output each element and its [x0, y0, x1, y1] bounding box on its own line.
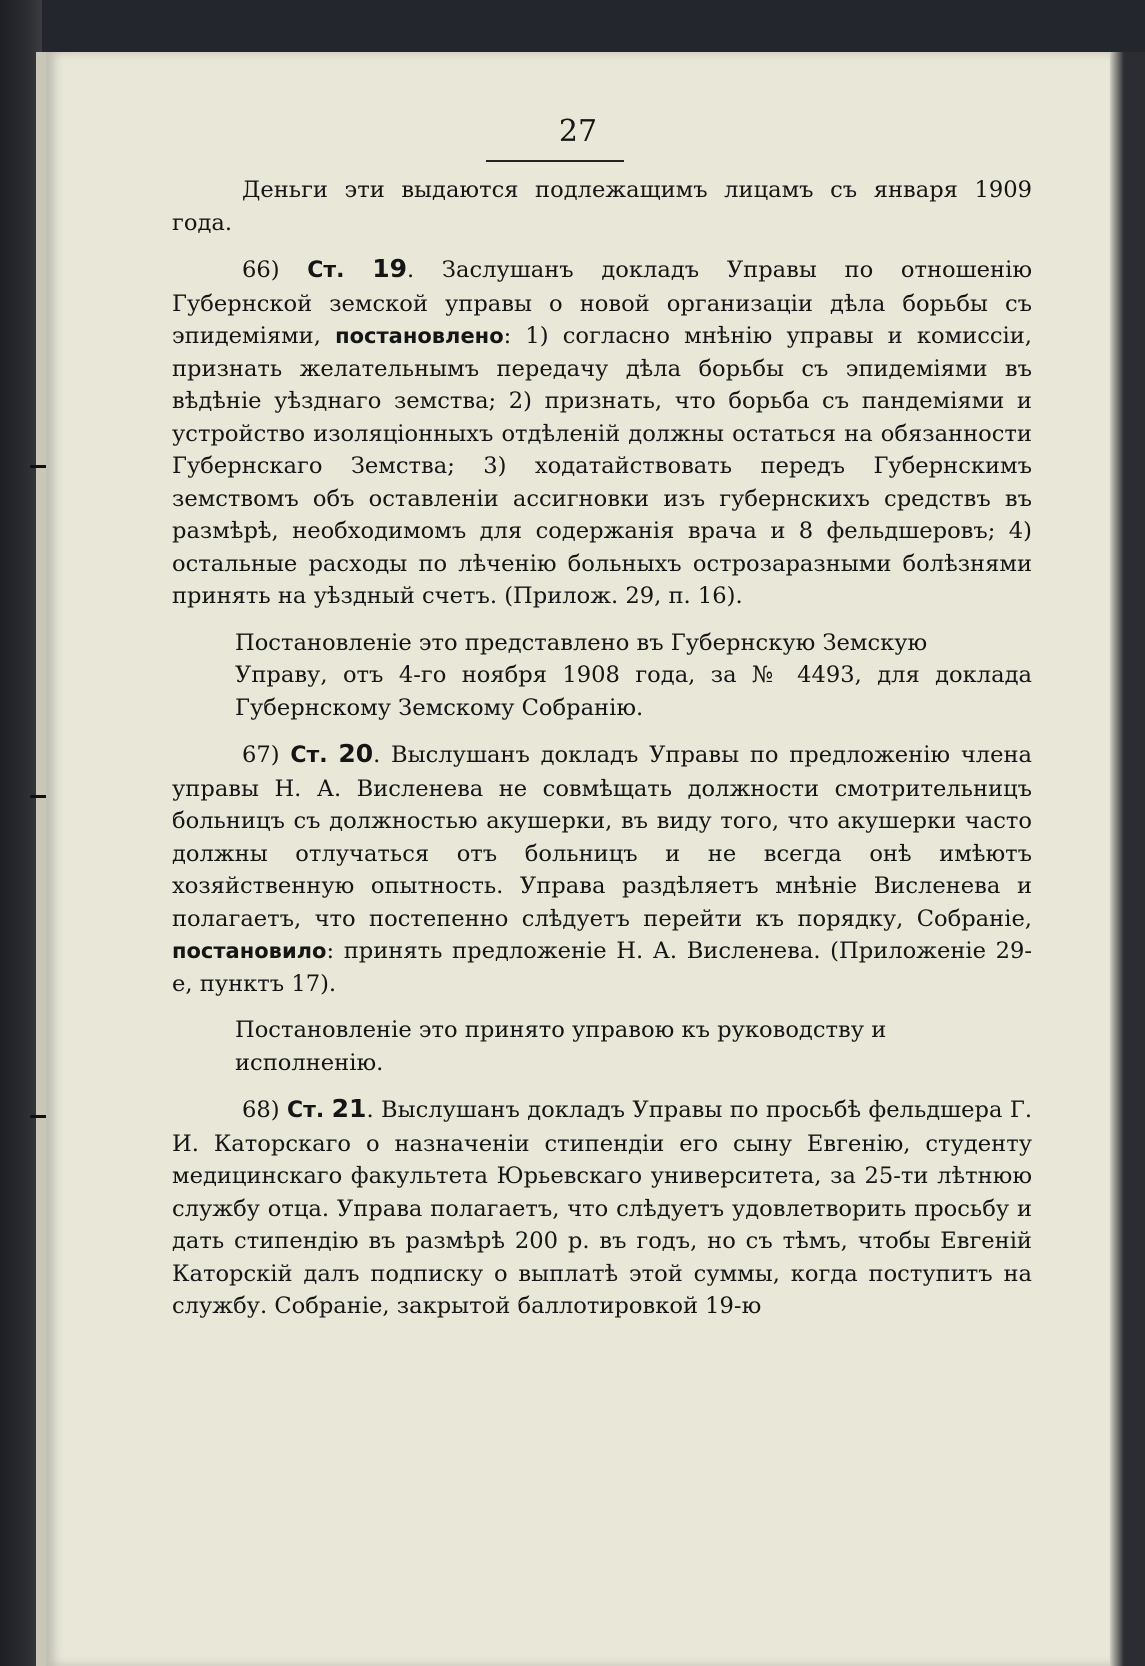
note-first-line: Постановленіе это принято управою къ руководству и — [235, 1017, 887, 1043]
page-body — [172, 174, 1032, 1323]
article-label: Ст. — [290, 743, 328, 768]
item-text-continued: : принять предложеніе Н. А. Висленева. (Приложеніе 29-е, пунктъ 17). — [172, 938, 1032, 997]
paragraph-item-67 — [172, 738, 1032, 1000]
page-number: 27 — [558, 114, 598, 149]
header-rule — [486, 160, 624, 162]
paragraph-payment: Деньги эти выдаются подлежащимъ лицамъ съ января 1909 года. — [172, 177, 1032, 236]
scan-background-right — [1110, 52, 1145, 1666]
item-number: 67) — [242, 742, 280, 768]
book-page — [46, 52, 1110, 1666]
resolution-note-67 — [172, 1014, 1032, 1079]
note-rest: исполненію. — [235, 1049, 384, 1076]
item-text-continued: : 1) согласно мнѣнію управы и комиссіи, признать желательнымъ передачу дѣла борьбы съ эпидеміями въ вѣдѣніе уѣзднаго земства; 2) признать, что борьба съ пандеміями и устройство изоляціонныхъ отдѣленій должны остаться на обязанности Губернскаго Земства; 3) ходатайствовать передъ Губернскимъ земствомъ объ оставленіи ассигновки изъ губернскихъ средствъ въ размѣрѣ, необходимомъ для содержанія врача и 8 фельдшеровъ; 4) остальные расходы по лѣченію больныхъ острозаразными болѣзнями принять на уѣздный счетъ. (Прилож. 29, п. 16). — [172, 323, 1032, 609]
article-number: 19 — [372, 254, 408, 283]
article-number: 21 — [331, 1094, 367, 1123]
note-first-line: Постановленіе это представлено въ Губернскую Земскую — [235, 629, 928, 656]
paragraph-item-68 — [172, 1093, 1032, 1323]
paragraph-item-66 — [172, 253, 1032, 613]
item-number: 68) — [242, 1097, 280, 1123]
item-text: . Заслушанъ докладъ Управы по отношенію Губернской земской управы о новой организаціи дѣла борьбы съ эпидеміями, — [172, 257, 1032, 349]
item-number: 66) — [242, 257, 280, 283]
note-rest: Управу, отъ 4-го ноября 1908 года, за № 4493, для доклада Губернскому Земскому Собранію. — [235, 662, 1032, 721]
item-text: . Выслушанъ докладъ Управы по предложенію члена управы Н. А. Висленева не совмѣщать должности смотрительницъ больницъ съ должностью акушерки, въ виду того, что акушерки часто должны отлучаться отъ больницъ и не всегда онѣ имѣютъ хозяйственную опытность. Управа раздѣляетъ мнѣніе Висленева и полагаетъ, что постепенно слѣдуетъ перейти къ порядку, Собраніе, — [172, 742, 1033, 932]
resolution-note-66 — [172, 627, 1032, 725]
article-label: Ст. — [286, 1098, 325, 1123]
resolution-word: постановило — [172, 939, 327, 963]
article-label: Ст. — [307, 258, 345, 283]
article-number: 20 — [338, 739, 374, 768]
resolution-word: постановлено — [335, 324, 504, 348]
item-text: . Выслушанъ докладъ Управы по просьбѣ фельдшера Г. И. Каторскаго о назначеніи стипендіи его сыну Евгенію, студенту медицинскаго факультета Юрьевскаго университета, за 25-ти лѣтнюю службу отца. Управа полагаетъ, что слѣдуетъ удовлетворить просьбу и дать стипендію въ размѣрѣ 200 р. въ годъ, но съ тѣмъ, чтобы Евгеній Каторскій далъ подписку о выплатѣ этой суммы, когда поступитъ на службу. Собраніе, закрытой баллотировкой 19-ю — [172, 1097, 1033, 1319]
